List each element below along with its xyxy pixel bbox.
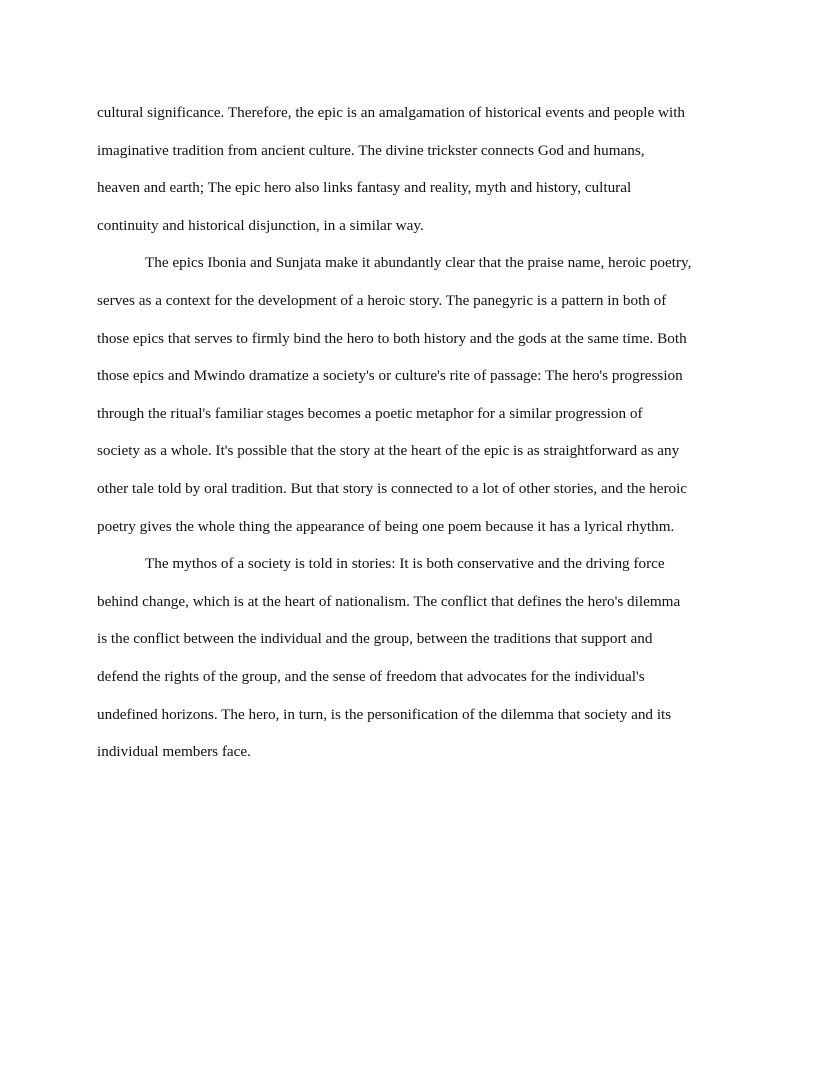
document-body (97, 94, 737, 771)
paragraph-2 (97, 244, 737, 545)
text-line: undefined horizons. The hero, in turn, is the personification of the dilemma that society and its (97, 705, 672, 723)
text-line: is the conflict between the individual and the group, between the traditions that support and (97, 630, 653, 648)
text-line: those epics and Mwindo dramatize a society's or culture's rite of passage: The hero's progression (97, 367, 683, 385)
paragraph-1 (97, 94, 737, 244)
text-line: The mythos of a society is told in stories: It is both conservative and the driving force (145, 555, 665, 573)
text-line: poetry gives the whole thing the appearance of being one poem because it has a lyrical rhythm. (97, 517, 675, 535)
text-line: through the ritual's familiar stages becomes a poetic metaphor for a similar progression of (97, 404, 643, 422)
text-line: defend the rights of the group, and the sense of freedom that advocates for the individual's (97, 667, 645, 685)
text-line: serves as a context for the development of a heroic story. The panegyric is a pattern in both of (97, 291, 667, 309)
text-line: behind change, which is at the heart of nationalism. The conflict that defines the hero's dilemma (97, 592, 681, 610)
text-line: those epics that serves to firmly bind the hero to both history and the gods at the same time. Both (97, 329, 687, 347)
text-line: individual members face. (97, 743, 251, 761)
text-line: society as a whole. It's possible that the story at the heart of the epic is as straightforward as any (97, 442, 680, 460)
paragraph-3 (97, 545, 737, 771)
text-line: imaginative tradition from ancient culture. The divine trickster connects God and humans, (97, 141, 645, 159)
text-line: heaven and earth; The epic hero also links fantasy and reality, myth and history, cultural (97, 179, 632, 197)
text-line: cultural significance. Therefore, the epic is an amalgamation of historical events and people with (97, 104, 686, 121)
text-line: The epics Ibonia and Sunjata make it abundantly clear that the praise name, heroic poetry, (145, 254, 692, 272)
text-line: other tale told by oral tradition. But that story is connected to a lot of other stories, and the heroic (97, 479, 688, 497)
text-line: continuity and historical disjunction, in a similar way. (97, 216, 424, 234)
